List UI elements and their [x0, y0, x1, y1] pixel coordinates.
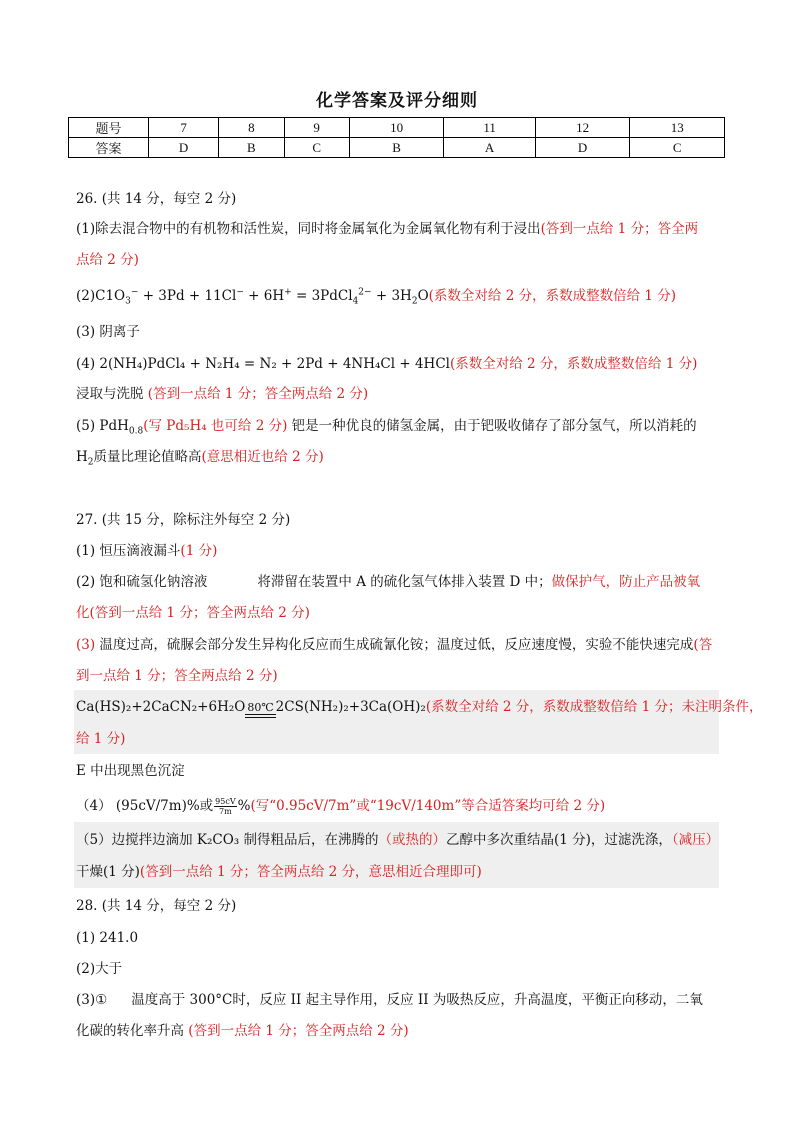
- q27-part5-text-c: 干燥(1 分): [76, 864, 140, 880]
- q27-part2-score-cont: 化(答到一点给 1 分；答全两点给 2 分): [76, 605, 310, 621]
- q26-part5-sub: 0.8: [128, 426, 144, 437]
- q27-part5-cont: [76, 862, 726, 882]
- q28-part3: [76, 990, 726, 1010]
- q27-part2-label: (2) 饱和硫氢化钠溶液: [76, 574, 208, 590]
- q26-header: 26. (共 14 分，每空 2 分): [76, 191, 237, 207]
- answer-table: [68, 117, 725, 158]
- q27-part4: [76, 796, 726, 816]
- q26-part2-equation: $C1O_3^- + 3Pd + 11Cl^- + 6H^+$ = 3PdCl$_4^{2-}$ + $3H_2O$: [95, 287, 429, 307]
- q26-part2-label: (2): [76, 288, 96, 304]
- q28-part1: (1) 241.0: [76, 930, 139, 946]
- q27-part5: [76, 830, 726, 850]
- q27-equation-left: Ca(HS)₂+2CaCN₂+6H₂O: [76, 699, 246, 715]
- q27-header: 27. (共 15 分，除标注外每空 2 分): [76, 512, 291, 528]
- q27-part4-score: (写“0.95cV/7m”或“19cV/140m”等合适答案均可给 2 分): [250, 798, 606, 814]
- q26-part5-score: (写 Pd₅H₄ 也可给 2 分): [143, 418, 288, 434]
- table-cell: 8: [219, 118, 284, 138]
- q27-equation-cont: [76, 729, 726, 749]
- table-cell: D: [535, 138, 630, 158]
- q26-part1-cont: [76, 250, 726, 270]
- q28-part3-text2: 化碳的转化率升高: [76, 1023, 189, 1039]
- table-cell: 10: [349, 118, 444, 138]
- q27-part1: [76, 541, 726, 561]
- table-cell: 12: [535, 118, 630, 138]
- q26-part5-text: 钯是一种优良的储氢金属，由于钯吸收储存了部分氢气，所以消耗的: [287, 418, 697, 434]
- q26-part1-score: (答到一点给 1 分；答全两: [540, 221, 699, 237]
- q27-part5-note-b: （减压）: [671, 832, 720, 848]
- q28-part3-cont: [76, 1021, 726, 1041]
- q27-part3-score-cont: 到一点给 1 分；答全两点给 2 分): [76, 668, 278, 684]
- table-cell: B: [219, 138, 284, 158]
- q26-part4-equation: (4) 2(NH₄)PdCl₄ + N₂H₄ = N₂ + 2Pd + 4NH₄Cl + 4HCl: [76, 356, 450, 372]
- q27-part4-percent: %: [237, 798, 251, 814]
- q27-part2-cont: [76, 603, 726, 623]
- q26-part5-score2: (意思相近也给 2 分): [201, 449, 324, 465]
- q27-part3-score: (答: [693, 637, 713, 653]
- q26-part4b-text: 浸取与洗脱: [76, 386, 148, 402]
- q27-part2: [76, 572, 726, 592]
- q26-part5-text2: 质量比理论值略高: [93, 449, 202, 465]
- q27-part2-text: 将滞留在装置中 A 的硫化氢气体排入装置 D 中；: [257, 574, 552, 590]
- q27-part5-note-a: （或热的）: [378, 832, 446, 848]
- row-label-answers: 答案: [69, 138, 149, 158]
- q27-part5-text: （5）边搅拌边滴加 K₂CO₃ 制得粗品后，在沸腾的: [76, 832, 379, 848]
- q26-part1-score-cont: 点给 2 分): [76, 252, 139, 268]
- table-cell: C: [284, 138, 349, 158]
- q26-part2-score: (系数全对给 2 分，系数成整数倍给 1 分): [428, 288, 677, 304]
- q27-equation-right: 2CS(NH₂)₂+3Ca(OH)₂: [275, 699, 426, 715]
- q28-header: 28. (共 14 分，每空 2 分): [76, 898, 237, 914]
- q27-condition-text: 80℃: [247, 701, 274, 714]
- row-label-numbers: 题号: [69, 118, 149, 138]
- q27-equation: [76, 697, 763, 718]
- table-cell: 11: [444, 118, 535, 138]
- table-cell: 7: [149, 118, 219, 138]
- table-row-answers: [69, 138, 725, 158]
- table-cell: D: [149, 138, 219, 158]
- q28-part2: (2)大于: [76, 961, 123, 977]
- q27-part5-text-b: 乙醇中多次重结晶(1 分)，过滤洗涤，: [445, 832, 672, 848]
- q26-part4b: [76, 384, 726, 404]
- table-row-numbers: [69, 118, 725, 138]
- table-cell: 13: [630, 118, 725, 138]
- q28-part3-text: 温度高于 300°C时，反应 II 起主导作用，反应 II 为吸热反应，升高温度，平衡正向移动，二氧: [131, 992, 703, 1008]
- q26-part2: [76, 286, 726, 306]
- q27-part1-text: (1) 恒压滴液漏斗: [76, 543, 181, 559]
- q26-part1-text: (1)除去混合物中的有机物和活性炭，同时将金属氧化为金属氧化物有利于浸出: [76, 221, 541, 237]
- q27-part3-text: 温度过高，硫脲会部分发生异构化反应而生成硫氰化铵；温度过低，反应速度慢，实验不能快速完成: [95, 637, 694, 653]
- q26-part5: [76, 416, 726, 436]
- table-cell: A: [444, 138, 535, 158]
- q26-part5-cont: $H_2$质量比理论值略高(意思相近也给 2 分): [76, 449, 324, 468]
- q27-part4-text: （4） (95cV/7m)%或: [76, 798, 214, 814]
- table-cell: 9: [284, 118, 349, 138]
- q26-part5-label: (5) PdH: [76, 418, 129, 434]
- table-cell: B: [349, 138, 444, 158]
- q27-equation-score-cont: 给 1 分): [76, 731, 126, 747]
- q27-part3-label: (3): [76, 637, 96, 653]
- q26-part5-h: H: [76, 449, 88, 465]
- q28-part3-label: (3)①: [76, 992, 108, 1008]
- q27-part3-cont: [76, 666, 726, 686]
- q26-part1: [76, 219, 726, 239]
- q27-part4-fraction: [214, 797, 236, 816]
- q26-part4: [76, 354, 726, 374]
- q27-part3: [76, 635, 726, 655]
- q26-part3: (3) 阴离子: [76, 324, 140, 340]
- q27-part3e: E 中出现黑色沉淀: [76, 763, 185, 779]
- table-cell: C: [630, 138, 725, 158]
- q26-part4-score: (系数全对给 2 分，系数成整数倍给 1 分): [449, 356, 698, 372]
- q27-part1-score: (1 分): [180, 543, 218, 559]
- q27-equation-condition: [245, 702, 275, 718]
- q28-part3-score: (答到一点给 1 分；答全两点给 2 分): [188, 1023, 409, 1039]
- q27-part2-score: 做保护气，防止产品被氧: [551, 574, 701, 590]
- q27-part5-score: (答到一点给 1 分；答全两点给 2 分，意思相近合理即可): [139, 864, 482, 880]
- q26-part4b-score: (答到一点给 1 分；答全两点给 2 分): [147, 386, 369, 402]
- fraction-denominator: 7m: [219, 807, 232, 816]
- q27-equation-score: (系数全对给 2 分，系数成整数倍给 1 分；未注明条件，: [425, 699, 763, 715]
- page-title: 化学答案及评分细则: [316, 91, 478, 111]
- fraction-numerator: 95cV: [215, 797, 236, 806]
